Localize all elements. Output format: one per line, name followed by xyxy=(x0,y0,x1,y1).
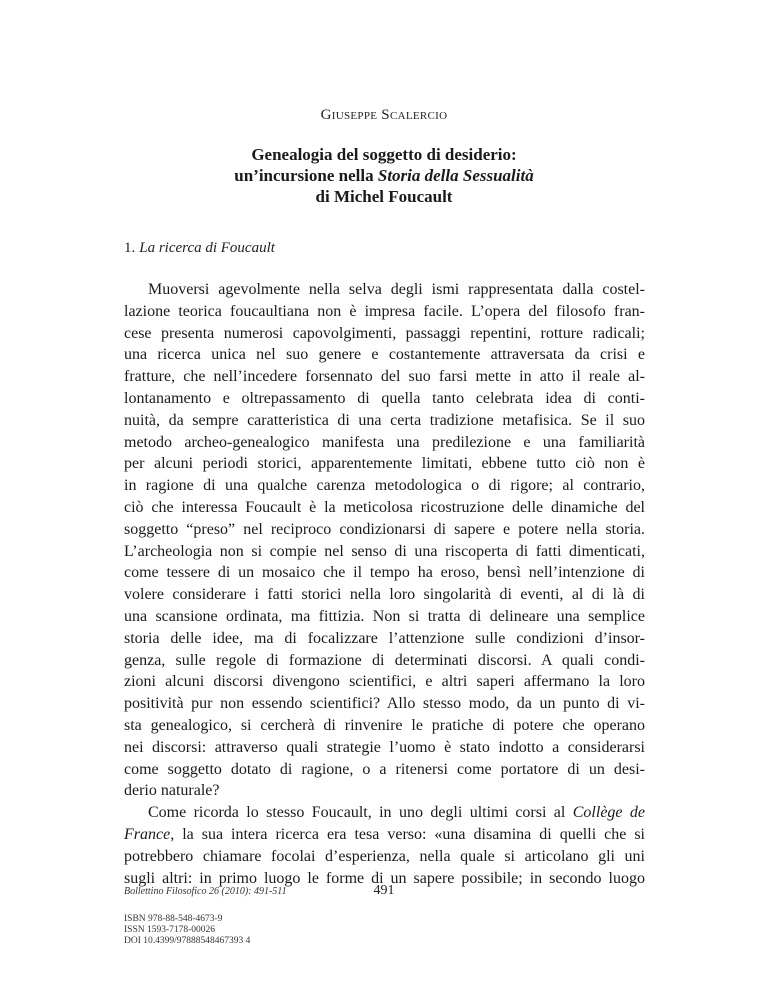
body-line: una scansione ordinata, ma fittizia. Non si tratta di delineare una semplice xyxy=(124,607,645,625)
body-line: metodo archeo-genealogico manifesta una predilezione e una familiarità xyxy=(124,433,645,451)
body-line: sugli altri: in primo luogo le forme di un sapere possibile; in secondo luogo xyxy=(124,869,645,887)
body-line: come soggetto dotato di ragione, o a ritenersi come portatore di un desi- xyxy=(124,760,645,778)
body-line: ciò che interessa Foucault è la meticolosa ricostruzione delle dinamiche del xyxy=(124,498,645,516)
issn: ISSN 1593-7178-00026 xyxy=(124,925,216,935)
body-line: storia delle idee, ma di focalizzare l’attenzione sulle condizioni d’insor- xyxy=(124,629,645,647)
body-line: derio naturale? xyxy=(124,782,220,800)
title-line-2-italic: Storia della Sessualità xyxy=(377,166,534,185)
body-line: cese presenta numerosi capovolgimenti, passaggi repentini, rotture radicali; xyxy=(124,324,645,342)
body-line: nuità, da sempre caratteristica di una certa tradizione metafisica. Se il suo xyxy=(124,411,645,429)
p2-italic: Collège de xyxy=(572,804,646,822)
isbn: ISBN 978-88-548-4673-9 xyxy=(124,914,223,924)
author-name: Giuseppe Scalercio xyxy=(320,107,448,123)
p2-italic: France xyxy=(124,825,171,843)
body-line: soggetto “preso” nel reciproco condizionarsi di sapere e potere nella storia. xyxy=(124,520,645,538)
title-line-3: di Michel Foucault xyxy=(315,187,453,206)
article-title xyxy=(0,144,768,207)
body-line: potrebbero chiamare focolai d’esperienza, nella quale si articolano gli uni xyxy=(124,847,645,865)
title-line-2 xyxy=(0,165,768,186)
body-line: positività pur non essendo scientifici? Allo stesso modo, da un punto di vi- xyxy=(124,695,645,713)
body-line: per alcuni periodi storici, apparentemente limitati, ebbene tutto ciò non è xyxy=(124,455,645,473)
body-line: genza, sulle regole di formazione di determinati discorsi. A quali condi- xyxy=(124,651,645,669)
body-line: nei discorsi: attraverso quali strategie l’uomo è stato indotto a considerarsi xyxy=(124,738,645,756)
body-line xyxy=(124,824,645,846)
section-title: La ricerca di Foucault xyxy=(139,240,275,256)
body-line: come tessere di un mosaico che il tempo ha eroso, bensì nell’intenzione di xyxy=(124,564,645,582)
section-heading xyxy=(124,240,275,257)
journal-citation: Bollettino Filosofico 26 (2010): 491-511 xyxy=(124,886,287,897)
body-line: volere considerare i fatti storici nella loro singolarità di eventi, al di là di xyxy=(124,586,645,604)
body-line: fratture, che nell’incedere forsennato del suo farsi mette in atto il reale al- xyxy=(124,368,645,386)
p2-text: , la sua intera ricerca era tesa verso: «una disamina di quelli che si xyxy=(170,825,645,843)
body-line: in ragione di una qualche carenza metodologica o di rigore; al contrario, xyxy=(124,477,645,495)
body-line: lazione teorica foucaultiana non è impresa facile. L’opera del filosofo fran- xyxy=(124,302,645,320)
body-line: lontanamento e oltrepassamento di quella tanto celebrata idea di conti- xyxy=(124,389,645,407)
page-number: 491 xyxy=(373,883,395,898)
body-line: zioni alcuni discorsi divengono scientifici, e altri saperi affermano la loro xyxy=(124,673,645,691)
title-line-1: Genealogia del soggetto di desiderio: xyxy=(251,145,517,164)
section-number: 1. xyxy=(124,240,136,256)
title-line-2-prefix: un’incursione nella xyxy=(234,166,378,185)
body-line: una ricerca unica nel suo genere e costantemente attraversata da crisi e xyxy=(124,346,645,364)
body-line xyxy=(124,802,645,824)
body-line: sta genealogico, si cercherà di rinvenire le pratiche di potere che operano xyxy=(124,716,645,734)
p2-text: Come ricorda lo stesso Foucault, in uno degli ultimi corsi al xyxy=(148,804,573,822)
body-line: Muoversi agevolmente nella selva degli ismi rappresentata dalla costel- xyxy=(148,281,645,298)
body-text xyxy=(124,279,645,889)
body-line: L’archeologia non si compie nel senso di una riscoperta di fatti dimenticati, xyxy=(124,542,645,560)
doi: DOI 10.4399/97888548467393 4 xyxy=(124,936,251,946)
publication-identifiers xyxy=(124,914,250,947)
